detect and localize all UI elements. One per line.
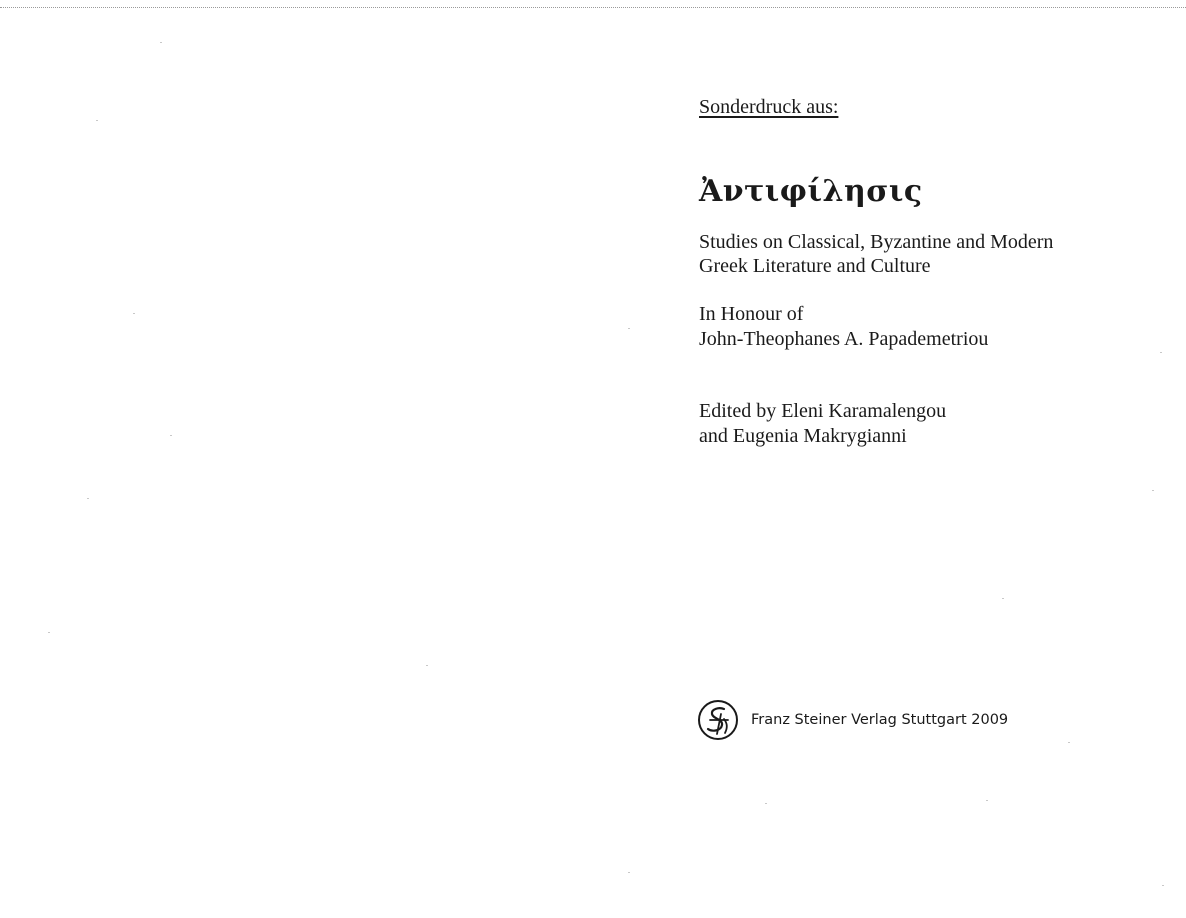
scan-speck [765,803,767,804]
title-page-block [699,94,1169,447]
scan-speck [1160,352,1162,353]
book-title: Ἀντιφίλησις [699,174,923,209]
top-scan-rule [0,7,1186,8]
scan-speck [1068,742,1070,743]
scan-speck [48,632,50,633]
scan-speck [1152,490,1154,491]
publisher-name: Franz Steiner Verlag Stuttgart 2009 [751,712,1009,728]
scan-speck [986,800,988,801]
dedication-line: John-Theophanes A. Papademetriou [699,328,989,350]
scan-speck [160,42,162,43]
scan-speck [426,665,428,666]
subtitle-line: Greek Literature and Culture [699,255,931,277]
editors-line: Edited by Eleni Karamalengou [699,400,947,422]
offprint-label: Sonderdruck aus: [699,96,839,118]
scan-speck [87,498,89,499]
dedication-line: In Honour of [699,303,804,325]
scan-speck [1162,885,1164,886]
scan-speck [628,872,630,873]
editors [699,399,946,449]
scan-speck [1002,598,1004,599]
scan-speck [628,328,630,329]
scan-speck [96,120,98,121]
book-subtitle [699,230,1053,278]
editors-line: and Eugenia Makrygianni [699,425,907,447]
publisher-imprint [697,698,1008,742]
scan-speck [133,313,135,314]
scan-speck [170,435,172,436]
subtitle-line: Studies on Classical, Byzantine and Modern [699,231,1054,253]
franz-steiner-monogram-icon [697,699,739,741]
dedication [699,302,988,352]
